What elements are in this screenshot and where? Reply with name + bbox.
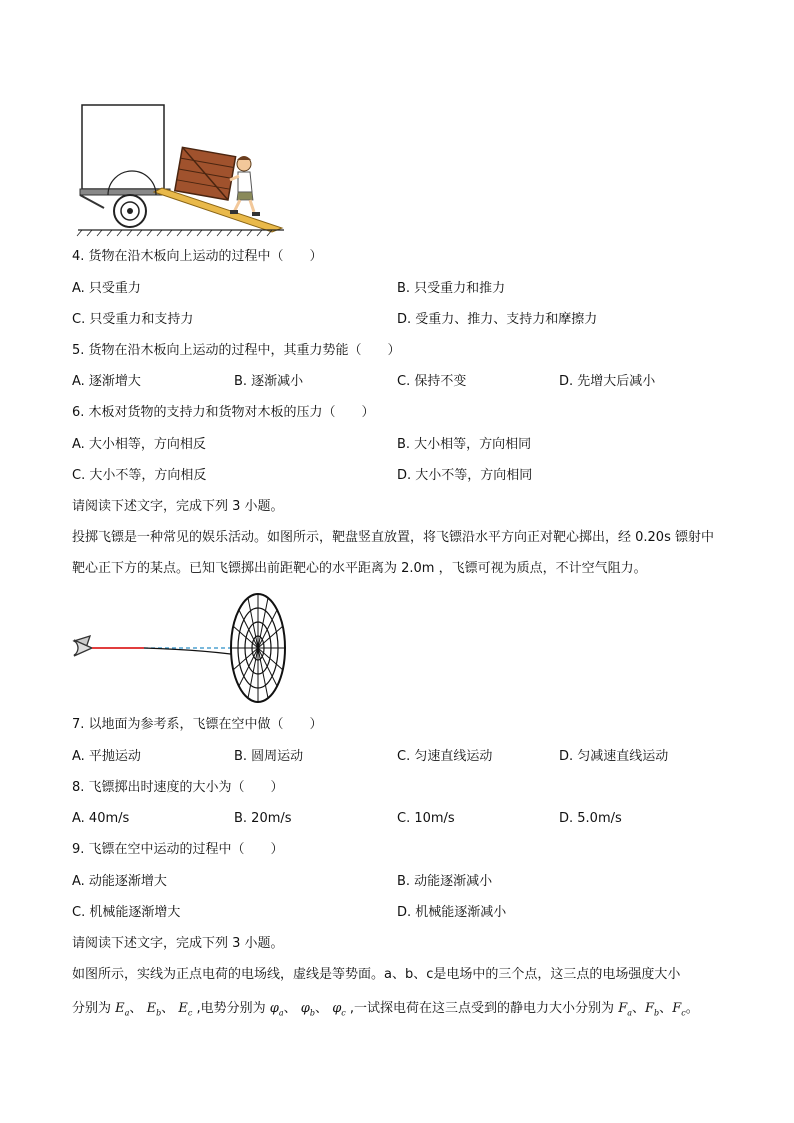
q8-option-d[interactable]: D. 5.0m/s [559,811,622,826]
sep: 、 [161,1001,175,1016]
field-passage-line1: 如图所示，实线为正点电荷的电场线，虚线是等势面。a、b、c是电场中的三个点，这三点的电场强度大小 [72,967,681,982]
var-phi: φ [269,1001,279,1016]
q7-option-b[interactable]: B. 圆周运动 [234,749,304,764]
q5-stem: 5. 货物在沿木板向上运动的过程中，其重力势能（ ） [72,343,401,358]
q5-option-a[interactable]: A. 逐渐增大 [72,374,141,389]
q9-option-d[interactable]: D. 机械能逐渐减小 [397,905,507,920]
sub-c: c [341,1008,346,1018]
passage-text: 分别为 [72,1001,116,1016]
sub-a: a [124,1008,130,1018]
dart-passage-text: 投掷飞镖是一种常见的娱乐活动。如图所示，靶盘竖直放置，将飞镖沿水平方向正对靶心掷出，经 0.20s 镖射中靶心正下方的某点。已知飞镖掷出前距靶心的水平距离为 2.0m ，飞镖可视为质点，不计空气阻力。 [72,530,714,576]
passage-text: ,一试探电荷在这三点受到的静电力大小分别为 [345,1001,619,1016]
passage-text: ,电势分别为 [192,1001,270,1016]
truck-body [82,105,164,189]
q5-option-b[interactable]: B. 逐渐减小 [234,374,304,389]
sub-b: b [156,1008,162,1018]
sep: 、 [659,1001,673,1016]
q9-stem: 9. 飞镖在空中运动的过程中（ ） [72,842,284,857]
sep: 、 [632,1001,646,1016]
var-F: F [645,1001,655,1016]
reading-instruction-1: 请阅读下述文字，完成下列 3 小题。 [72,499,284,514]
q6-option-c[interactable]: C. 大小不等，方向相反 [72,468,207,483]
dart-board-figure [72,590,312,708]
q6-option-b[interactable]: B. 大小相等，方向相同 [397,437,532,452]
q4-option-b[interactable]: B. 只受重力和推力 [397,281,506,296]
var-E: E [146,1001,157,1016]
q7-option-c[interactable]: C. 匀速直线运动 [397,749,493,764]
q7-stem: 7. 以地面为参考系，飞镖在空中做（ ） [72,717,323,732]
field-passage-line2 [72,1000,699,1023]
sub-a: a [627,1008,632,1018]
var-E: E [115,1001,125,1016]
var-F: F [672,1001,682,1016]
sub-a: a [278,1008,284,1018]
q6-option-d[interactable]: D. 大小不等，方向相同 [397,468,533,483]
sub-b: b [654,1008,660,1018]
q4-option-c[interactable]: C. 只受重力和支持力 [72,312,194,327]
sub-b: b [309,1008,316,1018]
q6-option-a[interactable]: A. 大小相等，方向相反 [72,437,206,452]
q8-option-c[interactable]: C. 10m/s [397,811,455,826]
sub-c: c [681,1008,686,1018]
q9-option-a[interactable]: A. 动能逐渐增大 [72,874,167,889]
sep: 、 [315,1001,329,1016]
q4-option-a[interactable]: A. 只受重力 [72,281,141,296]
q9-option-b[interactable]: B. 动能逐渐减小 [397,874,493,889]
q8-option-b[interactable]: B. 20m/s [234,811,292,826]
q9-option-c[interactable]: C. 机械能逐渐增大 [72,905,181,920]
passage-text: 。 [685,1001,699,1016]
q6-stem: 6. 木板对货物的支持力和货物对木板的压力（ ） [72,405,375,420]
q5-option-d[interactable]: D. 先增大后减小 [559,374,656,389]
var-phi: φ [300,1001,310,1016]
q8-stem: 8. 飞镖掷出时速度的大小为（ ） [72,780,284,795]
wooden-crate [175,147,236,200]
q7-option-d[interactable]: D. 匀减速直线运动 [559,749,669,764]
q4-stem: 4. 货物在沿木板向上运动的过程中（ ） [72,249,323,264]
sub-c: c [187,1008,193,1018]
sep: 、 [283,1001,297,1016]
q5-option-c[interactable]: C. 保持不变 [397,374,467,389]
dart-passage [72,522,726,584]
var-E: E [178,1001,188,1016]
var-phi: φ [332,1001,342,1016]
q7-option-a[interactable]: A. 平抛运动 [72,749,141,764]
q8-option-a[interactable]: A. 40m/s [72,811,130,826]
truck-ramp-figure [72,100,292,238]
q4-option-d[interactable]: D. 受重力、推力、支持力和摩擦力 [397,312,598,327]
var-F: F [618,1001,628,1016]
reading-instruction-2: 请阅读下述文字，完成下列 3 小题。 [72,936,284,951]
sep: 、 [129,1001,143,1016]
